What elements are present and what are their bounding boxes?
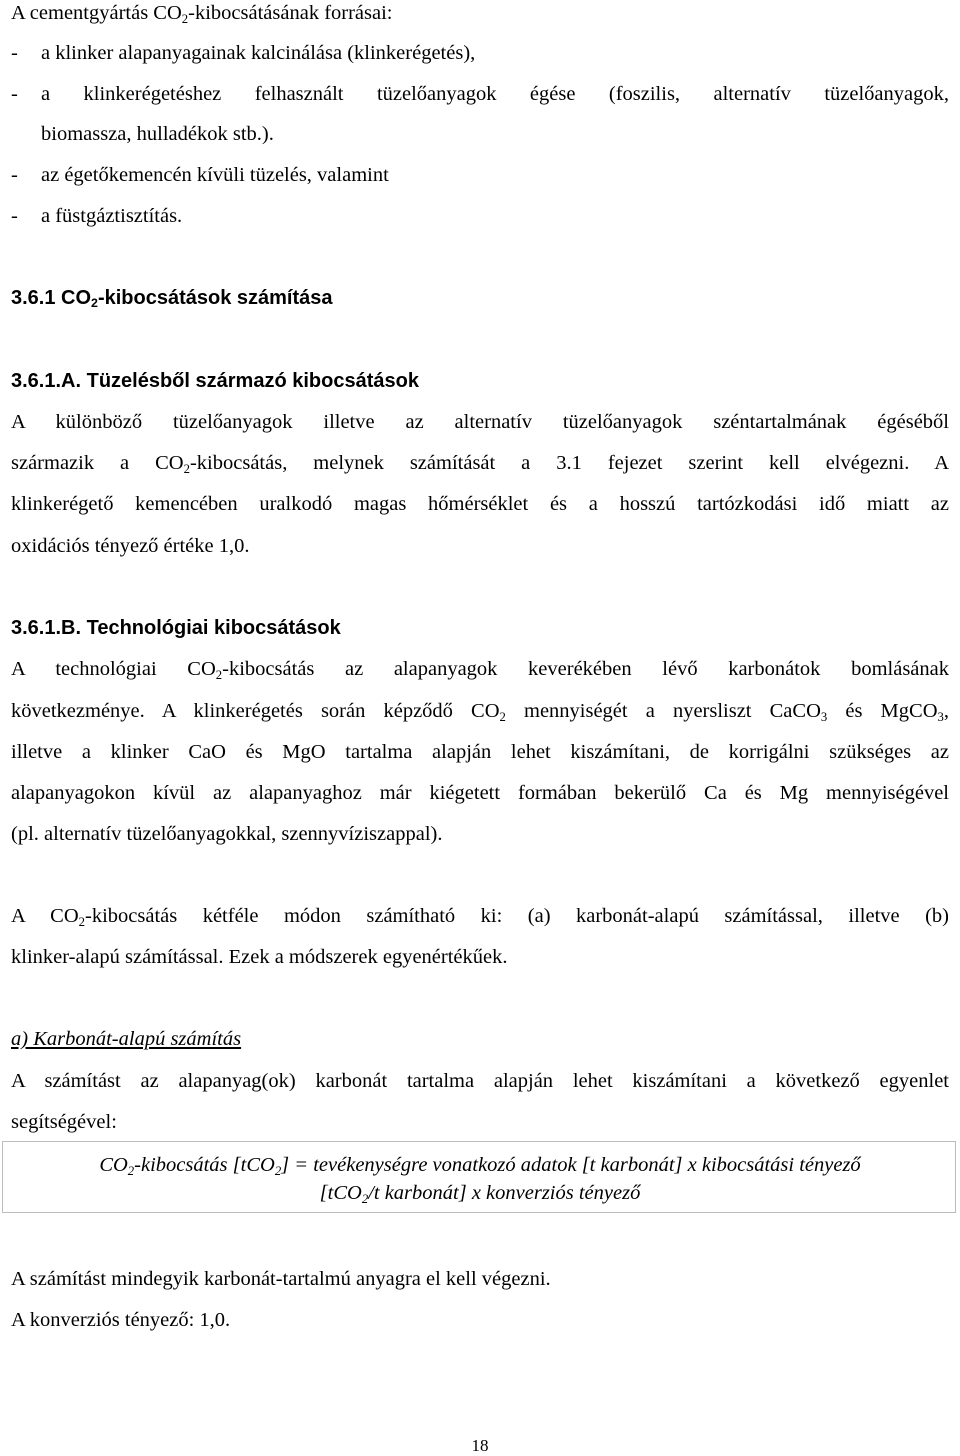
paragraph-line: A technológiai $CO_2$-kibocsátás az alapanyagok keverékében lévő karbonátok bomlásának xyxy=(11,658,949,682)
paragraph-line: A $CO_2$-kibocsátás kétféle módon számítható ki: (a) karbonát-alapú számítással, illetve (b) xyxy=(11,905,949,929)
paragraph-line: segítségével: xyxy=(11,1111,117,1133)
paragraph-line: származik a $CO_2$-kibocsátás, melynek számítását a 3.1 fejezet szerint kell elvégezni. A xyxy=(11,452,950,476)
paragraph-line: következménye. A klinkerégetés során képződő $CO_2$ mennyiségét a nyersliszt CaCO$_3$ és MgCO$_3$, xyxy=(11,700,949,724)
paragraph-line: klinker-alapú számítással. Ezek a módszerek egyenértékűek. xyxy=(11,946,508,968)
paragraph-line: (pl. alternatív tüzelőanyagokkal, szennyvíziszappal). xyxy=(11,823,443,845)
intro-title: A cementgyártás $CO_2$-kibocsátásának forrásai: xyxy=(11,2,393,26)
subsection-heading-b: 3.6.1.B. Technológiai kibocsátások xyxy=(11,617,341,639)
list-item: - az égetőkemencén kívüli tüzelés, valamint xyxy=(11,164,389,186)
list-item: - a füstgáztisztítás. xyxy=(11,205,183,227)
paragraph-line: A különböző tüzelőanyagok illetve az alternatív tüzelőanyagok széntartalmának égéséből xyxy=(11,411,949,433)
paragraph-line: oxidációs tényező értéke 1,0. xyxy=(11,535,250,557)
carbonate-heading: a) Karbonát-alapú számítás xyxy=(11,1028,242,1050)
formula-line: [tCO$_2$/t karbonát] x konverziós tényező xyxy=(319,1182,641,1206)
paragraph-line: A számítást az alapanyag(ok) karbonát tartalma alapján lehet kiszámítani a következő egyenlet xyxy=(11,1070,949,1092)
section-heading: 3.6.1 $CO_2$-kibocsátások számítása xyxy=(11,287,333,311)
paragraph-line: alapanyagokon kívül az alapanyaghoz már kiégetett formában bekerülő Ca és Mg mennyiségével xyxy=(11,782,949,804)
list-item: - a klinker alapanyagainak kalcinálása (klinkerégetés), xyxy=(11,42,476,64)
formula-line: $CO_2$-kibocsátás [tCO$_2$] = tevékenységre vonatkozó adatok [t karbonát] x kibocsátási tényező xyxy=(99,1154,861,1178)
page-number: 18 xyxy=(471,1436,489,1455)
list-item-continuation: biomassza, hulladékok stb.). xyxy=(41,123,274,145)
subsection-heading-a: 3.6.1.A. Tüzelésből származó kibocsátások xyxy=(11,370,419,392)
formula-box xyxy=(2,1141,956,1213)
list-item: - a klinkerégetéshez felhasznált tüzelőanyagok égése (foszilis, alternatív tüzelőanyagok, xyxy=(11,83,949,105)
paragraph-line: A számítást mindegyik karbonát-tartalmú anyagra el kell végezni. xyxy=(11,1268,551,1290)
paragraph-line: illetve a klinker CaO és MgO tartalma alapján lehet kiszámítani, de korrigálni szükséges az xyxy=(11,741,949,763)
paragraph-line: klinkerégető kemencében uralkodó magas hőmérséklet és a hosszú tartózkodási idő miatt az xyxy=(11,493,949,515)
paragraph-line: A konverziós tényező: 1,0. xyxy=(11,1309,231,1331)
